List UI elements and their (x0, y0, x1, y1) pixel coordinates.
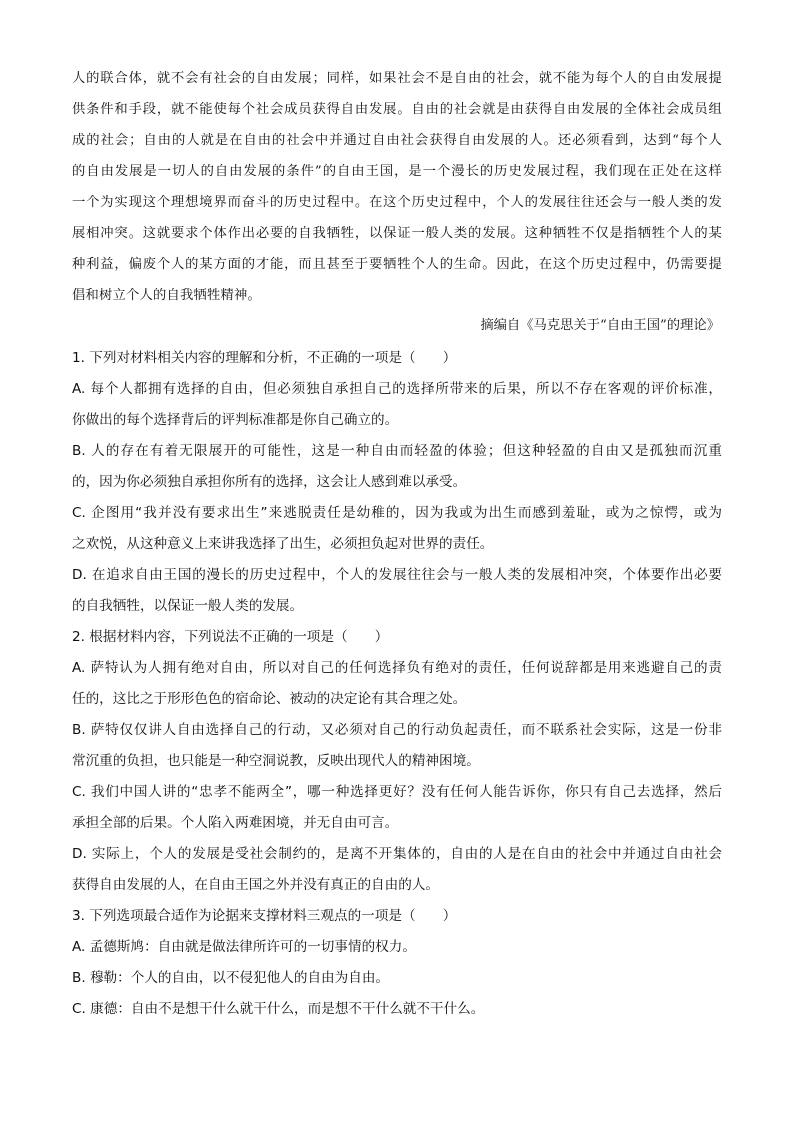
option-line: C. 康德：自由不是想干什么就干什么，而是想不干什么就不干什么。 (72, 1001, 485, 1017)
passage-line: 的自由发展是一切人的自由发展的条件”的自由王国，是一个漫长的历史发展过程，我们现在正处在这样 (72, 164, 722, 179)
option-line: C. 企图用“我并没有要求出生”来逃脱责任是幼稚的，因为我或为出生而感到羞耻，或为之惊愕，或为 (72, 505, 722, 521)
option-line: 的，因为你必须独自承担你所有的选择，这会让人感到难以承受。 (72, 474, 467, 490)
option-line: 获得自由发展的人，在自由王国之外并没有真正的自由的人。 (72, 877, 440, 893)
option-line: A. 孟德斯鸠：自由就是做法律所许可的一切事情的权力。 (72, 939, 416, 955)
passage-line: 人的联合体，就不会有社会的自由发展；同样，如果社会不是自由的社会，就不能为每个人的自由发展提 (72, 71, 722, 86)
option-line: D. 实际上，个人的发展是受社会制约的，是离不开集体的，自由的人是在自由的社会中并通过自由社会 (72, 846, 722, 862)
passage-line: 供条件和手段，就不能使每个社会成员获得自由发展。自由的社会就是由获得自由发展的全体社会成员组 (72, 102, 722, 117)
passage-line: 一个为实现这个理想境界而奋斗的历史过程中。在这个历史过程中，个人的发展往往还会与一般人类的发 (72, 195, 722, 210)
passage-line: 倡和树立个人的自我牺牲精神。 (72, 288, 261, 303)
option-line: 常沉重的负担，也只能是一种空洞说教，反映出现代人的精神困境。 (72, 753, 480, 769)
passage-line: 成的社会；自由的人就是在自由的社会中并通过自由社会获得自由发展的人。还必须看到，达到“每个人 (72, 133, 722, 148)
question-stem: 1. 下列对材料相关内容的理解和分析，不正确的一项是（ ） (72, 350, 457, 366)
passage-line: 展相冲突。这就要求个体作出必要的自我牺牲，以保证一般人类的发展。这种牺牲不仅是指牺牲个人的某 (72, 226, 722, 241)
option-line: 之欢悦，从这种意义上来讲我选择了出生，必须担负起对世界的责任。 (72, 536, 494, 552)
option-line: 你做出的每个选择背后的评判标准都是你自己确立的。 (72, 412, 399, 428)
option-line: B. 人的存在有着无限展开的可能性，这是一种自由而轻盈的体验；但这种轻盈的自由又是孤独而沉重 (72, 443, 722, 459)
passage-source: 摘编自《马克思关于“自由王国”的理论》 (480, 318, 720, 333)
option-line: B. 萨特仅仅讲人自由选择自己的行动，又必须对自己的行动负起责任，而不联系社会实际，这是一份非 (72, 722, 722, 738)
option-line: D. 在追求自由王国的漫长的历史过程中，个人的发展往往会与一般人类的发展相冲突，个体要作出必要 (72, 567, 722, 583)
option-line: A. 每个人都拥有选择的自由，但必须独自承担自己的选择所带来的后果，所以不存在客观的评价标准， (72, 381, 722, 397)
option-line: C. 我们中国人讲的“忠孝不能两全”，哪一种选择更好？没有任何人能告诉你，你只有自己去选择，然后 (72, 784, 722, 800)
question-list (72, 343, 722, 1025)
option-line: A. 萨特认为人拥有绝对自由，所以对自己的任何选择负有绝对的责任，任何说辞都是用来逃避自己的责 (72, 660, 722, 676)
question-stem: 2. 根据材料内容，下列说法不正确的一项是（ ） (72, 629, 389, 645)
option-line: 的自我牺牲，以保证一般人类的发展。 (72, 598, 304, 614)
passage-line: 种利益，偏废个人的某方面的才能，而且甚至于要牺牲个人的生命。因此，在这个历史过程中，仍需要提 (72, 257, 722, 272)
option-line: B. 穆勒：个人的自由，以不侵犯他人的自由为自由。 (72, 970, 390, 986)
option-line: 承担全部的后果。个人陷入两难困境，并无自由可言。 (72, 815, 399, 831)
question-stem: 3. 下列选项最合适作为论据来支撑材料三观点的一项是（ ） (72, 908, 457, 924)
option-line: 任的，这比之于形形色色的宿命论、被动的决定论有其合理之处。 (72, 691, 467, 707)
material-passage (72, 63, 722, 311)
